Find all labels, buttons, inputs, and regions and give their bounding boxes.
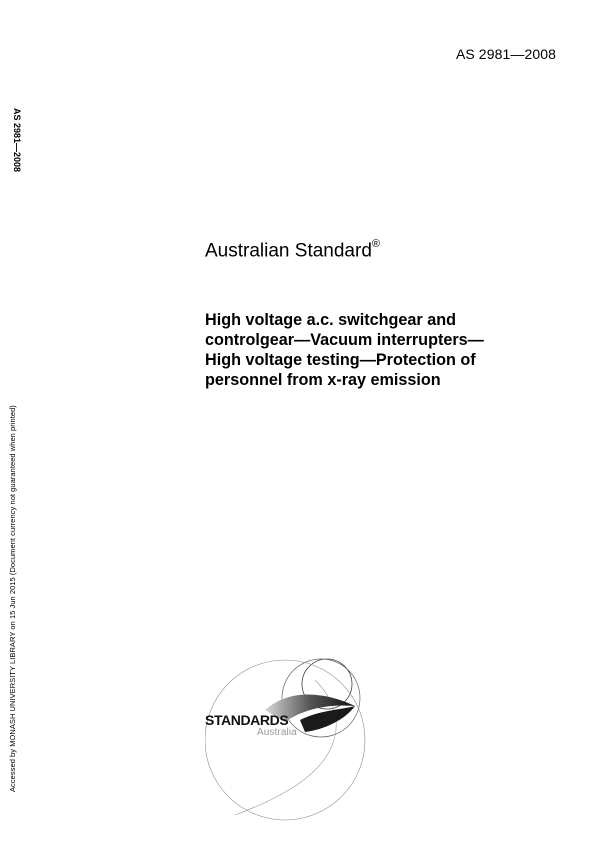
- title-line: controlgear—Vacuum interrupters—: [205, 331, 484, 349]
- logo-subtitle: Australia: [257, 727, 297, 738]
- access-notice: Accessed by MONASH UNIVERSITY LIBRARY on 15 Jun 2015 (Document currency not guaranteed when printed): [8, 405, 17, 792]
- document-number: AS 2981—2008: [455, 46, 556, 62]
- title-line: High voltage testing—Protection of: [205, 351, 476, 369]
- title-line: personnel from x-ray emission: [205, 371, 441, 389]
- standards-australia-logo: [205, 640, 380, 845]
- series-label: Australian Standard: [205, 240, 372, 262]
- spine-document-number: AS 2981—2008: [12, 108, 22, 173]
- logo-swirl-graphic: [205, 640, 380, 845]
- title-line: High voltage a.c. switchgear and: [205, 311, 456, 329]
- logo-wordmark: STANDARDS: [205, 712, 289, 728]
- document-title: [205, 310, 545, 390]
- registered-mark: ®: [371, 238, 380, 250]
- series-heading: [205, 240, 380, 262]
